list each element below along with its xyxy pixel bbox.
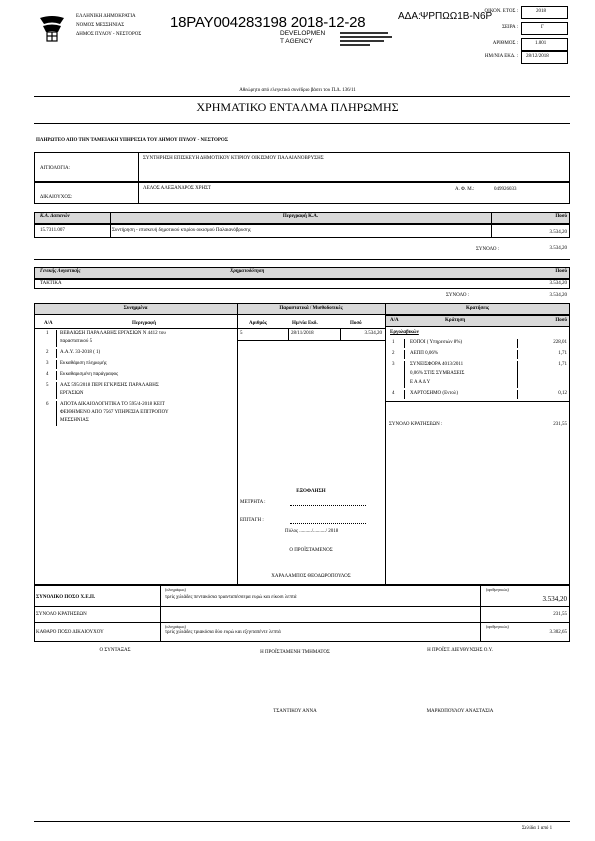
vouchers-title: Παραστατικά / Μισθοδοτικές — [279, 306, 343, 311]
attachment-number: 2 — [46, 350, 49, 355]
net-digits-caption: (αριθμητικώς) — [486, 624, 509, 629]
agency-line-1: DEVELOPMEN — [280, 30, 326, 37]
attachments-title: Συνημμένα — [123, 306, 148, 311]
gross-value: 3.534,20 — [542, 595, 567, 603]
ledger-sum-value: 3.534,20 — [549, 293, 567, 298]
meta-value-year: 2018 — [521, 6, 568, 19]
deduction-number: 2 — [392, 351, 395, 356]
ledger-col-funding: Χρηματοδότηση — [230, 269, 265, 274]
ada-label: ΑΔΑ: — [398, 11, 421, 22]
attachments-col-aa: Α/Α — [44, 321, 53, 326]
attachment-text: Α.Α.Υ. 33-2018 ( 1) — [60, 350, 101, 355]
vouchers-col-number: Αριθμός — [249, 321, 267, 326]
ledger-row-label: ΤΑΚΤΙΚΑ — [40, 281, 62, 286]
signature-director-role: Η ΠΡΟΪΣΤ. ΔΙΕΥΘΥΝΣΗΣ Ο.Υ. — [427, 648, 493, 653]
deduction-amount: 1,71 — [558, 362, 567, 367]
deduction-amount: 0,12 — [558, 391, 567, 396]
beneficiary-value: ΛΕΛΟΣ ΑΛΕΞΑΝΔΡΟΣ ΧΡΗΣΤ — [143, 186, 212, 191]
deductions-title: Κρατήσεις — [465, 306, 489, 311]
ka-row-desc: Συντήρηση - επισκευή δημοτικού κτιρίου οικισμού Παλαιανόβρυσης — [112, 228, 251, 233]
ledger-sum-label: ΣΥΝΟΛΟ : — [446, 293, 470, 298]
gross-words: τρείς χιλιάδες πεντακόσια τριανταπέσσερα ευρώ και είκοσι λεπτά — [165, 595, 297, 600]
details-block — [34, 303, 570, 585]
deduction-label: 0,06% ΣΤΙΣ ΣΥΜΒΑΣΕΙΣ — [410, 371, 465, 376]
cash-field — [290, 505, 366, 506]
ka-sum-value: 3.534,20 — [549, 246, 567, 251]
gross-digits-caption: (αριθμητικώς) — [486, 587, 509, 592]
attachment-number: 3 — [46, 361, 49, 366]
cash-label: ΜΕΤΡΗΤΑ : — [240, 500, 266, 505]
title-top-rule — [34, 96, 570, 97]
ka-row-amount: 3.534,20 — [549, 230, 567, 235]
attachment-text: ΕΡΓΑΣΙΩΝ — [60, 391, 84, 396]
meta-label-series: ΣΕΙΡΑ : — [502, 25, 518, 30]
vouchers-col-date: Ημ/νία Εκδ. — [292, 321, 318, 326]
receipt-place-date: Πύλος ........../........../ 2018 — [285, 529, 339, 534]
ledger-table-row — [34, 279, 570, 289]
attachment-text: παραστατικού 5 — [60, 339, 93, 344]
title-bottom-rule — [34, 123, 570, 124]
attachment-number: 1 — [46, 331, 49, 336]
deduction-label: ΧΑΡΤΟΣΗΜΟ (Εντολ) — [410, 391, 458, 396]
attachment-text: ΒΕΒΑΙΩΣΗ ΠΑΡΑΛΑΒΗΣ ΕΡΓΑΣΙΩΝ Ν 4412 του — [60, 331, 166, 336]
reason-label: ΑΙΤΙΟΛΟΓΙΑ: — [40, 166, 70, 171]
diavgeia-stamp-code: 18PAY004283198 2018-12-28 — [170, 14, 366, 31]
net-words: τρείς χιλιάδες τριακόσια δύο ευρώ και εξηνταπέντε λεπτά — [165, 630, 281, 635]
deductions-sum-label: ΣΥΝΟΛΟ ΚΡΑΤΗΣΕΩΝ — [36, 612, 87, 617]
ka-sum-label: ΣΥΝΟΛΟ : — [476, 247, 500, 252]
audit-note: Αθεώρητο από ελεγκτικό συνέδριο βάσει του Π.Δ. 136/11 — [239, 88, 356, 93]
ka-col-code: Κ.Α. Δαπανών — [40, 214, 70, 219]
attachments-col-desc: Περιγραφή — [132, 321, 157, 326]
deduction-number: 1 — [392, 340, 395, 345]
deduction-label: ΑΕΠΠ 0,06% — [410, 351, 439, 356]
afm-value: 049926033 — [494, 187, 517, 192]
voucher-row-date: 28/11/2018 — [291, 331, 314, 336]
attachment-text: ΜΕΣΣΗΝΙΑΣ — [60, 418, 89, 423]
deduction-amount: 1,71 — [558, 351, 567, 356]
payable-from: ΠΛΗΡΩΤΕΟ ΑΠΟ ΤΗΝ ΤΑΜΕΙΑΚΗ ΥΠΗΡΕΣΙΑ ΤΟΥ ΔΗΜΟΥ ΠΥΛΟΥ - ΝΕΣΤΟΡΟΣ — [36, 138, 229, 143]
signature-compiler-role: Ο ΣΥΝΤΑΞΑΣ — [99, 648, 131, 653]
org-line-2: ΝΟΜΟΣ ΜΕΣΣΗΝΙΑΣ — [76, 23, 125, 28]
ka-col-desc: Περιγραφή Κ.Α. — [282, 214, 319, 219]
attachment-number: 4 — [46, 372, 49, 377]
attachment-text: Εκκαθαρισμένη παράγραφος — [60, 372, 119, 377]
deduction-number: 4 — [392, 391, 395, 396]
meta-value-series: Γ — [521, 22, 568, 35]
check-field — [290, 523, 366, 524]
deductions-total-value: 231,55 — [553, 422, 567, 427]
ledger-col-general: Γενικής Λογιστικής — [40, 269, 81, 274]
ledger-col-amount: Ποσό — [555, 269, 567, 274]
deductions-sum-value: 231,55 — [553, 612, 567, 617]
meta-label-number: ΑΡΙΘΜΟΣ : — [492, 41, 518, 46]
treasurer-name: ΧΑΡΑΛΑΜΠΟΣ ΘΕΟΔΩΡΟΠΟΥΛΟΣ — [271, 574, 351, 579]
attachment-text: ΑΑΣ 595/2018 ΠΕΡΙ ΕΓΚΡΙΣΗΣ ΠΑΡΑΛΑΒΗΣ — [60, 383, 159, 388]
page-title: ΧΡΗΜΑΤΙΚΟ ΕΝΤΑΛΜΑ ΠΛΗΡΩΜΗΣ — [196, 100, 399, 114]
check-label: ΕΠΙΤΑΓΗ : — [240, 518, 264, 523]
deduction-amount: 228,01 — [553, 340, 567, 345]
beneficiary-label: ΔΙΚΑΙΟΥΧΟΣ: — [40, 195, 73, 200]
coat-of-arms-emblem — [38, 14, 66, 44]
attachment-text: ΑΠΟΤΑ ΔΙΚΑΙΟΛΟΓΗΤΙΚΑ ΤΟ 595/4-2018 ΚΕΙΤ — [60, 402, 165, 407]
deductions-section: Εργολαβικών — [390, 330, 419, 335]
page-indicator: Σελίδα 1 από 1 — [522, 826, 553, 831]
net-value: 3.302,65 — [549, 630, 567, 635]
deduction-label: ΕΟΠΟΙ ( Υπηρεσιών 8%) — [410, 340, 463, 345]
receipt-title: ΕΞΟΦΛΗΣΗ — [296, 489, 326, 494]
meta-value-date: 28/12/2018 — [521, 51, 568, 64]
org-line-3: ΔΗΜΟΣ ΠΥΛΟΥ - ΝΕΣΤΟΡΟΣ — [76, 32, 142, 37]
ledger-table-header — [34, 267, 570, 279]
attachment-text: Εκκαθάριση πληρωμής — [60, 361, 107, 366]
ka-col-amount: Ποσό — [555, 214, 567, 219]
deductions-col-aa: Α/Α — [390, 318, 399, 323]
deductions-total-label: ΣΥΝΟΛΟ ΚΡΑΤΗΣΕΩΝ : — [389, 422, 443, 427]
attachment-number: 6 — [46, 402, 49, 407]
ka-row-code: 15.7311.007 — [40, 228, 65, 233]
org-line-1: ΕΛΛΗΝΙΚΗ ΔΗΜΟΚΡΑΤΙΑ — [76, 14, 136, 19]
attachment-text: ΦΕΙΘΗΜΕΝΟ ΑΠΟ 7567 ΥΠΗΡΕΣΙΑ ΕΠΙΤΡΟΠΟΥ — [60, 410, 169, 415]
gross-words-caption: (ολογράφως) — [165, 587, 186, 592]
signature-dept-head-name: ΤΣΑΝΤΙΚΟΥ ΑΝΝΑ — [273, 709, 317, 714]
treasurer-title: Ο ΠΡΟΪΣΤΑΜΕΝΟΣ — [289, 548, 333, 553]
deduction-label: ΣΥΝΕΙΣΦΟΡΑ 4013/2011 — [410, 362, 464, 367]
deductions-col-label: Κράτηση — [445, 318, 466, 323]
net-label: ΚΑΘΑΡΟ ΠΟΣΟ ΔΙΚΑΙΟΥΧΟΥ — [36, 630, 104, 635]
signature-director-name: ΜΑΡΚΟΠΟΥΛΟΥ ΑΝΑΣΤΑΣΙΑ — [426, 709, 494, 714]
deduction-number: 3 — [392, 362, 395, 367]
reason-value: ΣΥΝΤΗΡΗΣΗ ΕΠΙΣΚΕΥΗ ΔΗΜΟΤΙΚΟΥ ΚΤΙΡΙΟΥ ΟΙΚΙΣΜΟΥ ΠΑΛΑΙΑΝΟΒΡΥΣΗΣ — [143, 156, 324, 161]
vouchers-col-amount: Ποσό — [350, 321, 362, 326]
beneficiary-box — [34, 182, 570, 204]
meta-label-date: ΗΜ/ΝΙΑ ΕΚΔ. : — [484, 54, 518, 59]
agency-line-2: T AGENCY — [280, 38, 313, 45]
agency-fine-print — [340, 30, 396, 50]
signature-dept-head-role: Η ΠΡΟΪΣΤΑΜΕΝΗ ΤΜΗΜΑΤΟΣ — [260, 650, 330, 655]
net-words-caption: (ολογράφως) — [165, 624, 186, 629]
ada-value: ΨΡΠΩΩ1Β-Ν6Ρ — [420, 11, 493, 22]
voucher-row-amount: 3.534,20 — [364, 331, 382, 336]
ledger-row-value: 3.534,20 — [549, 281, 567, 286]
deductions-col-amount: Ποσό — [555, 318, 567, 323]
gross-label: ΣΥΝΟΛΙΚΟ ΠΟΣΟ Χ.Ε.Π. — [36, 595, 96, 600]
deduction-label: Ε Α Α Δ Υ — [410, 380, 431, 385]
meta-value-number: 1.001 — [521, 38, 568, 51]
attachment-number: 5 — [46, 383, 49, 388]
meta-label-year: ΟΙΚΟΝ. ΕΤΟΣ : — [484, 9, 518, 14]
voucher-row-number: 5 — [240, 331, 243, 336]
afm-label: Α. Φ. Μ.: — [455, 187, 475, 192]
